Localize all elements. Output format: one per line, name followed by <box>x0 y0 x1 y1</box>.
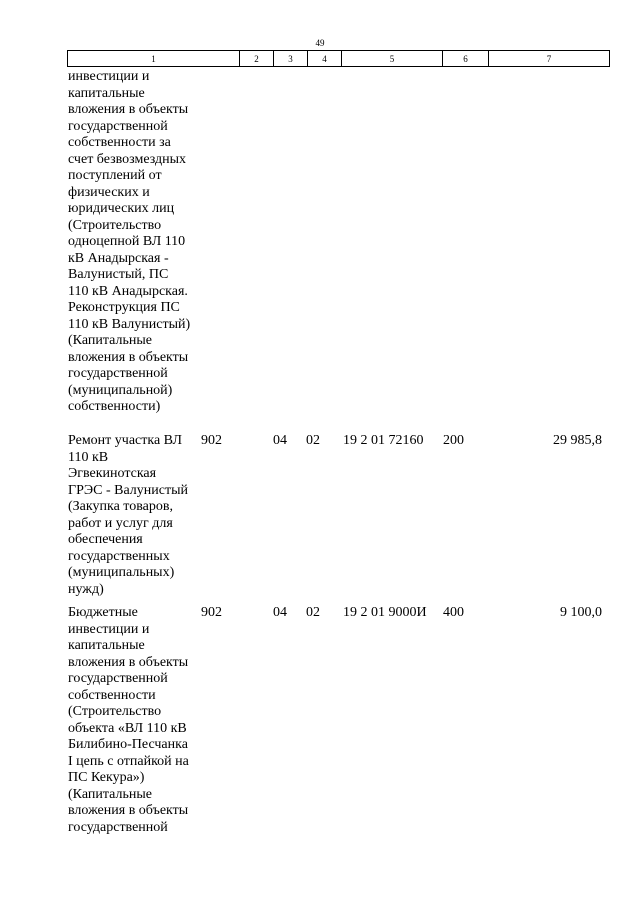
row-expense-type: 400 <box>443 605 464 620</box>
header-col-5: 5 <box>342 51 443 67</box>
header-col-4: 4 <box>308 51 342 67</box>
row-section: 04 <box>273 433 287 448</box>
column-number-header <box>67 50 610 67</box>
page-number: 49 <box>315 38 325 48</box>
row-section: 04 <box>273 605 287 620</box>
row-grbs: 902 <box>201 433 222 448</box>
row-subsection: 02 <box>306 605 320 620</box>
row-name: инвестиции и капитальные вложения в объекты государственной собственности за счет безвозмездных поступлений от физических и юридических лиц (Строительство одноцепной ВЛ 110 кВ Анадырская - Валунистый, ПС 110 кВ Анадырская. Реконструкция ПС 110 кВ Валунистый) (Капитальные вложения в объекты государственной (муниципальной) собственности) <box>68 69 191 414</box>
row-expense-type: 200 <box>443 433 464 448</box>
row-subsection: 02 <box>306 433 320 448</box>
row-name: Бюджетные инвестиции и капитальные вложения в объекты государственной собственности (Строительство объекта «ВЛ 110 кВ Билибино-Песчанка I цепь с отпайкой на ПС Кекура») (Капитальные вложения в объекты государственной <box>68 605 189 835</box>
row-name: Ремонт участка ВЛ 110 кВ Эгвекинотская ГРЭС - Валунистый (Закупка товаров, работ и услуг для обеспечения государственных (муниципальных) нужд) <box>68 433 188 597</box>
row-target-code: 19 2 01 72160 <box>343 433 424 448</box>
row-amount: 9 100,0 <box>560 605 602 620</box>
row-target-code: 19 2 01 9000И <box>343 605 427 620</box>
row-amount: 29 985,8 <box>553 433 602 448</box>
header-col-6: 6 <box>443 51 489 67</box>
header-col-3: 3 <box>274 51 308 67</box>
header-col-2: 2 <box>240 51 274 67</box>
header-col-1: 1 <box>68 51 240 67</box>
header-col-7: 7 <box>489 51 610 67</box>
row-grbs: 902 <box>201 605 222 620</box>
